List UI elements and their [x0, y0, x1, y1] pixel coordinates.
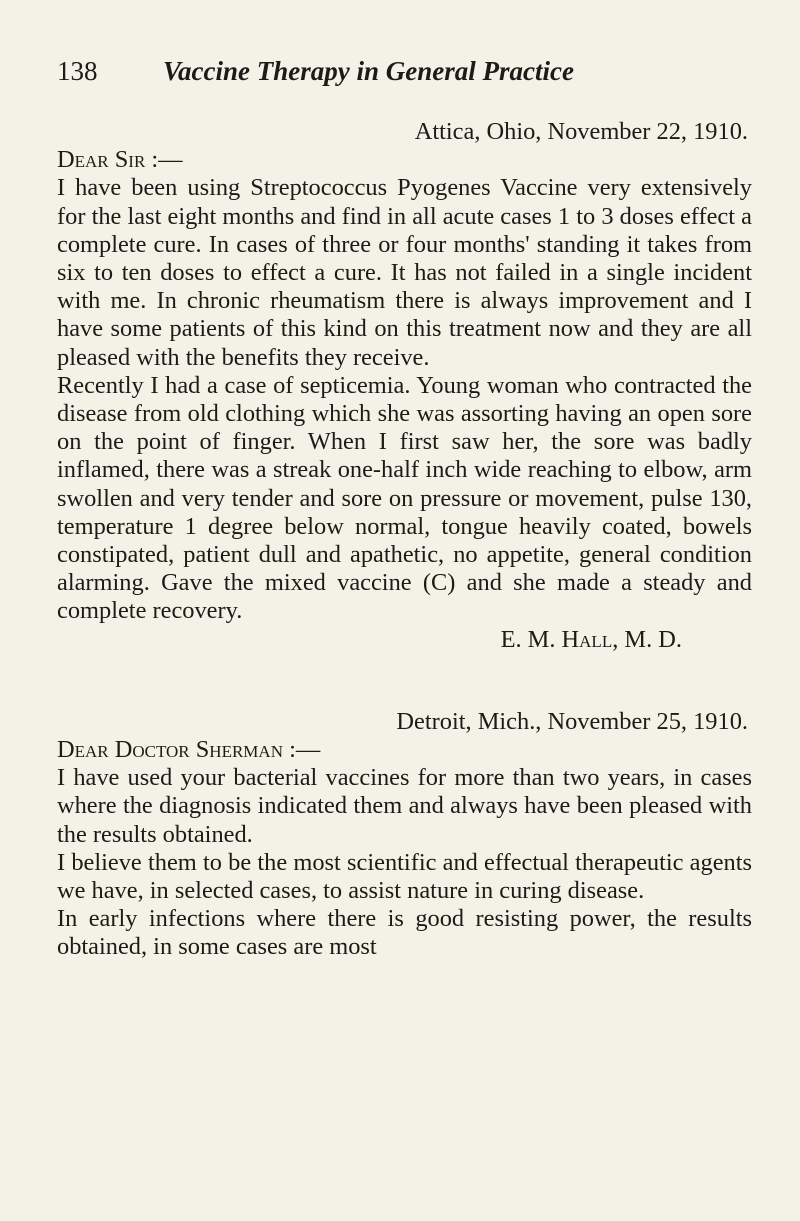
salutation: Dear Sir :— — [57, 146, 183, 174]
letter-hall — [57, 118, 752, 654]
letter-separator — [57, 654, 752, 708]
page-body — [57, 118, 752, 962]
signature: E. M. Hall, M. D. — [500, 625, 682, 653]
running-title: Vaccine Therapy in General Practice — [163, 56, 574, 86]
paragraph: I believe them to be the most scientific and effectual therapeutic agents we have, in selected cases, to assist nature in curing disease. — [57, 848, 752, 905]
paragraph: In early infections where there is good resisting power, the results obtained, in some cases are most — [57, 905, 752, 961]
salutation: Dear Doctor Sherman :— — [57, 736, 321, 764]
paragraph: I have used your bacterial vaccines for more than two years, in cases where the diagnosis indicated them and always have been pleased with the results obtained. — [57, 764, 752, 848]
letter-sherman — [57, 708, 752, 962]
page-number: 138 — [57, 56, 98, 86]
paragraph: Recently I had a case of septicemia. Young woman who contracted the disease from old clothing which she was assorting having an open sore on the point of finger. When I first saw her, the sore was badly inflamed, there was a streak one-half inch wide reaching to elbow, arm swollen and very tender and sore on pressure or movement, pulse 130, temperature 1 degree below normal, tongue heavily coated, bowels constipated, patient dull and apathetic, no appetite, general condition alarming. Gave the mixed vaccine (C) and she made a steady and complete recovery. — [57, 371, 752, 625]
paragraph: I have been using Streptococcus Pyogenes Vaccine very extensively for the last eight months and find in all acute cases 1 to 3 doses effect a complete cure. In cases of three or four months' standing it takes from six to ten doses to effect a cure. It has not failed in a single incident with me. In chronic rheumatism there is always improvement and I have some patients of this kind on this treatment now and they are all pleased with the benefits they receive. — [57, 174, 752, 371]
dateline: Attica, Ohio, November 22, 1910. — [414, 118, 748, 145]
dateline: Detroit, Mich., November 25, 1910. — [396, 707, 748, 735]
